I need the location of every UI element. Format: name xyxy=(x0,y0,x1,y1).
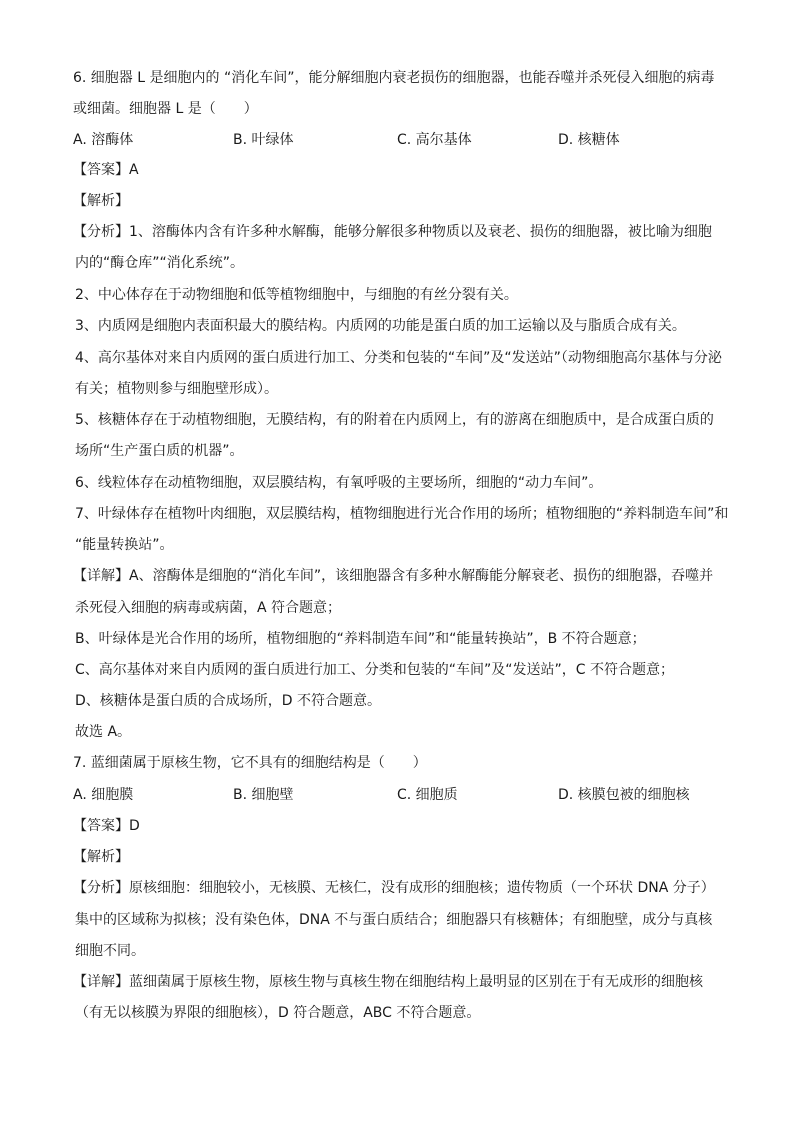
q7-analysis-heading: 【解析】 xyxy=(73,849,129,865)
q7-option-c: C. 细胞质 xyxy=(397,787,458,803)
q6-option-d: D. 核糖体 xyxy=(558,132,620,148)
q7-answer: 【答案】D xyxy=(73,818,140,834)
q6-explanation-line: 2、中心体存在于动物细胞和低等植物细胞中，与细胞的有丝分裂有关。 xyxy=(75,287,518,303)
q7-explanation-line: 细胞不同。 xyxy=(75,943,145,959)
q6-explanation-line: 3、内质网是细胞内表面积最大的膜结构。内质网的功能是蛋白质的加工运输以及与脂质合成有关。 xyxy=(75,318,686,334)
q6-explanation-line: “能量转换站”。 xyxy=(75,537,174,553)
q6-conclusion: 故选 A。 xyxy=(75,724,132,740)
q6-explanation-line: 【分析】1、溶酶体内含有许多种水解酶，能够分解很多种物质以及衰老、损伤的细胞器，被比喻为细胞 xyxy=(73,224,712,240)
q7-explanation-line: 【详解】蓝细菌属于原核生物，原核生物与真核生物在细胞结构上最明显的区别在于有无成形的细胞核 xyxy=(73,974,703,990)
q7-stem-line-1: 7. 蓝细菌属于原核生物，它不具有的细胞结构是（ ） xyxy=(73,755,427,771)
q6-explanation-line: 7、叶绿体存在植物叶肉细胞，双层膜结构，植物细胞进行光合作用的场所；植物细胞的“养料制造车间”和 xyxy=(75,506,729,522)
q6-explanation-line: 6、线粒体存在动植物细胞，双层膜结构，有氧呼吸的主要场所，细胞的“动力车间”。 xyxy=(75,475,603,491)
q7-option-d: D. 核膜包被的细胞核 xyxy=(558,787,690,803)
q7-explanation-line: （有无以核膜为界限的细胞核），D 符合题意，ABC 不符合题意。 xyxy=(75,1005,481,1021)
q6-answer: 【答案】A xyxy=(73,162,139,178)
q6-analysis-heading: 【解析】 xyxy=(73,193,129,209)
q6-explanation-line: 杀死侵入细胞的病毒或病菌，A 符合题意； xyxy=(75,600,342,616)
q6-option-c: C. 高尔基体 xyxy=(397,132,472,148)
q6-options xyxy=(73,130,733,150)
q6-explanation-line: 场所“生产蛋白质的机器”。 xyxy=(75,443,244,459)
q6-option-b: B. 叶绿体 xyxy=(233,132,294,148)
q6-stem-line-2: 或细菌。细胞器 L 是（ ） xyxy=(73,101,258,117)
q6-explanation-line: C、高尔基体对来自内质网的蛋白质进行加工、分类和包装的“车间”及“发送站”，C 不符合题意； xyxy=(75,662,675,678)
q6-explanation-line: D、核糖体是蛋白质的合成场所，D 不符合题意。 xyxy=(75,693,382,709)
q6-explanation-line: 有关；植物则参与细胞壁形成）。 xyxy=(75,381,278,397)
q7-explanation-line: 集中的区域称为拟核；没有染色体，DNA 不与蛋白质结合；细胞器只有核糖体；有细胞壁，成分与真核 xyxy=(75,912,713,928)
q6-explanation-line: 【详解】A、溶酶体是细胞的“消化车间”，该细胞器含有多种水解酶能分解衰老、损伤的细胞器，吞噬并 xyxy=(73,568,714,584)
q6-explanation-line: B、叶绿体是光合作用的场所，植物细胞的“养料制造车间”和“能量转换站”，B 不符合题意； xyxy=(75,631,646,647)
q7-options xyxy=(73,785,733,805)
q7-option-b: B. 细胞壁 xyxy=(233,787,294,803)
q7-option-a: A. 细胞膜 xyxy=(73,787,134,803)
q7-explanation-line: 【分析】原核细胞：细胞较小，无核膜、无核仁，没有成形的细胞核；遗传物质（一个环状 DNA 分子） xyxy=(73,880,715,896)
q6-explanation-line: 5、核糖体存在于动植物细胞，无膜结构，有的附着在内质网上，有的游离在细胞质中，是合成蛋白质的 xyxy=(75,412,714,428)
q6-explanation-line: 内的“酶仓库”“消化系统”。 xyxy=(75,255,245,271)
q6-option-a: A. 溶酶体 xyxy=(73,132,134,148)
q6-stem-line-1: 6. 细胞器 L 是细胞内的 “消化车间”，能分解细胞内衰老损伤的细胞器，也能吞噬并杀死侵入细胞的病毒 xyxy=(73,70,715,86)
q6-explanation-line: 4、高尔基体对来自内质网的蛋白质进行加工、分类和包装的“车间”及“发送站”（动物细胞高尔基体与分泌 xyxy=(75,350,722,366)
